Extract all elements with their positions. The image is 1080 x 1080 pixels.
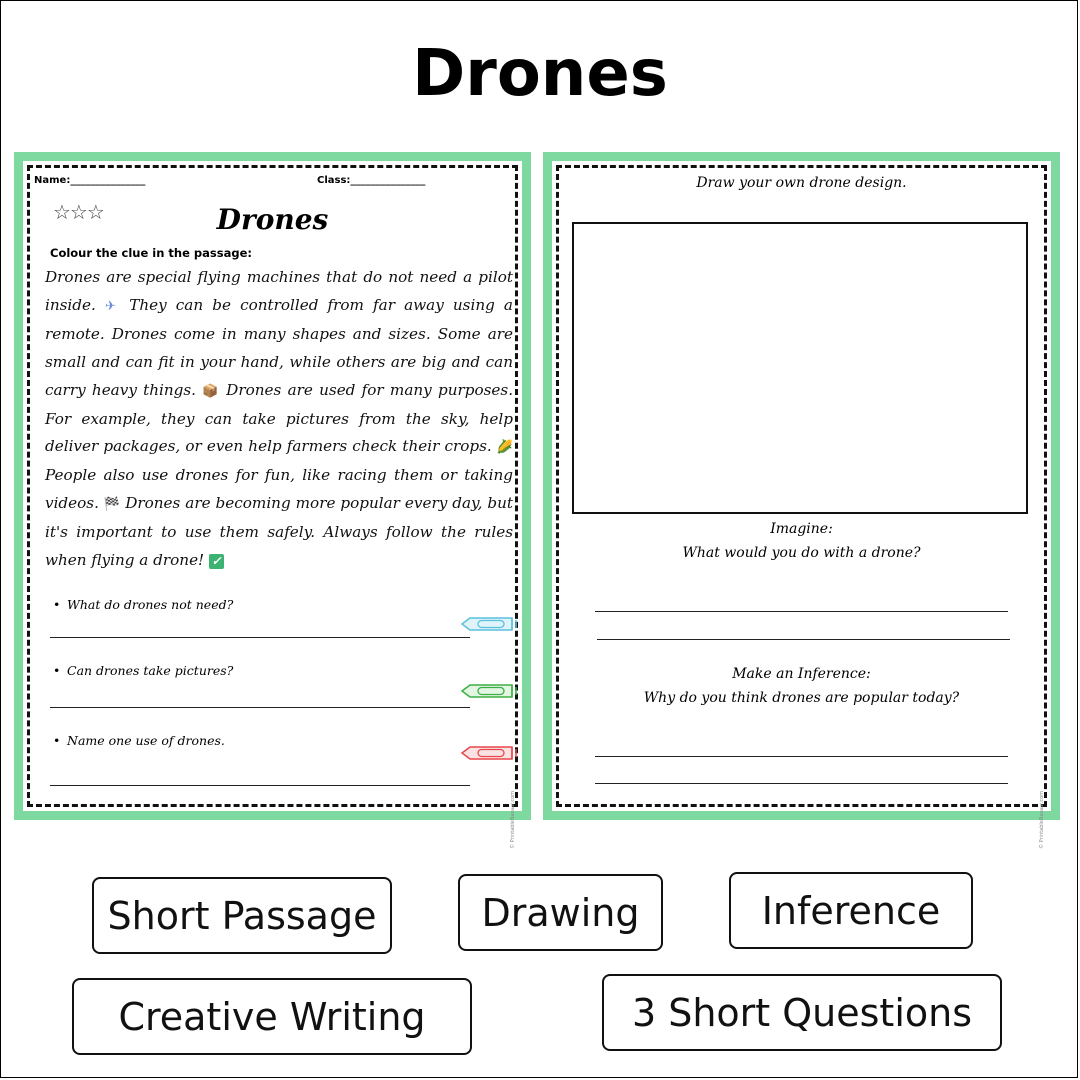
worksheet-drawing-page	[543, 152, 1060, 849]
passage-sentence: People also use drones for fun, like racing them or taking videos.	[45, 466, 513, 513]
passage-sentence: They can be controlled from far away using a remote. Drones come in many shapes and sizes. Some are small and can fit in your hand, while others are big and can carry heavy things.	[45, 295, 513, 399]
crayon-icon	[460, 615, 520, 633]
check-mark-icon: ✓	[209, 554, 224, 569]
answer-line[interactable]	[595, 756, 1008, 757]
corn-icon: 🌽	[496, 440, 513, 456]
worksheet-passage-page	[14, 152, 531, 849]
worksheet-drawing-sheet	[552, 161, 1051, 849]
question-3: • Name one use of drones.	[53, 733, 225, 748]
question-text: Can drones take pictures?	[67, 663, 234, 678]
instruction-text: Colour the clue in the passage:	[50, 246, 252, 260]
reading-passage	[45, 264, 513, 575]
imagine-label: Imagine:	[770, 521, 833, 537]
worksheet-passage-sheet	[23, 161, 522, 849]
drawing-area[interactable]	[572, 222, 1028, 514]
draw-prompt: Draw your own drone design.	[696, 175, 907, 191]
answer-line[interactable]	[50, 637, 470, 638]
inference-label: Make an Inference:	[732, 666, 871, 682]
imagine-question: What would you do with a drone?	[682, 545, 921, 561]
airplane-icon: ✈	[104, 298, 121, 314]
inference-question: Why do you think drones are popular today?	[643, 690, 960, 706]
question-text: Name one use of drones.	[67, 733, 225, 748]
class-field-label: Class:_______________	[317, 175, 426, 186]
passage-sentence: Drones are used for many purposes. For example, they can take pictures from the sky, help deliver packages, or even help farmers check their crops.	[45, 380, 514, 456]
passage-sentence: Drones are becoming more popular every day, but it's important to use them safely. Always follow the rules when flying a drone!	[45, 494, 514, 570]
tag-creative-writing: Creative Writing	[72, 978, 472, 1055]
tag-three-short-questions: 3 Short Questions	[602, 974, 1002, 1051]
crayon-icon	[460, 682, 520, 700]
worksheet-title: Drones	[216, 203, 329, 236]
answer-line[interactable]	[595, 783, 1008, 784]
checkered-flag-icon: 🏁	[103, 497, 121, 513]
page-title: Drones	[412, 37, 668, 111]
tag-inference: Inference	[729, 872, 973, 949]
answer-line[interactable]	[595, 611, 1008, 612]
answer-line[interactable]	[50, 785, 470, 786]
answer-line[interactable]	[50, 707, 470, 708]
passage-sentence: Drones are special flying machines that do not need a pilot inside.	[45, 268, 513, 314]
package-icon: 📦	[202, 383, 220, 399]
question-text: What do drones not need?	[67, 597, 234, 612]
name-field-label: Name:_______________	[34, 175, 146, 186]
crayon-icon	[460, 744, 520, 762]
question-2: • Can drones take pictures?	[53, 663, 234, 678]
answer-line[interactable]	[597, 639, 1010, 640]
tag-short-passage: Short Passage	[92, 877, 392, 954]
credit-text: © PrintableBazaar.com	[1039, 791, 1045, 849]
tag-drawing: Drawing	[458, 874, 663, 951]
credit-text: © PrintableBazaar.com	[510, 791, 516, 849]
rating-stars-icon: ☆☆☆	[53, 200, 104, 224]
question-1: • What do drones not need?	[53, 597, 234, 612]
